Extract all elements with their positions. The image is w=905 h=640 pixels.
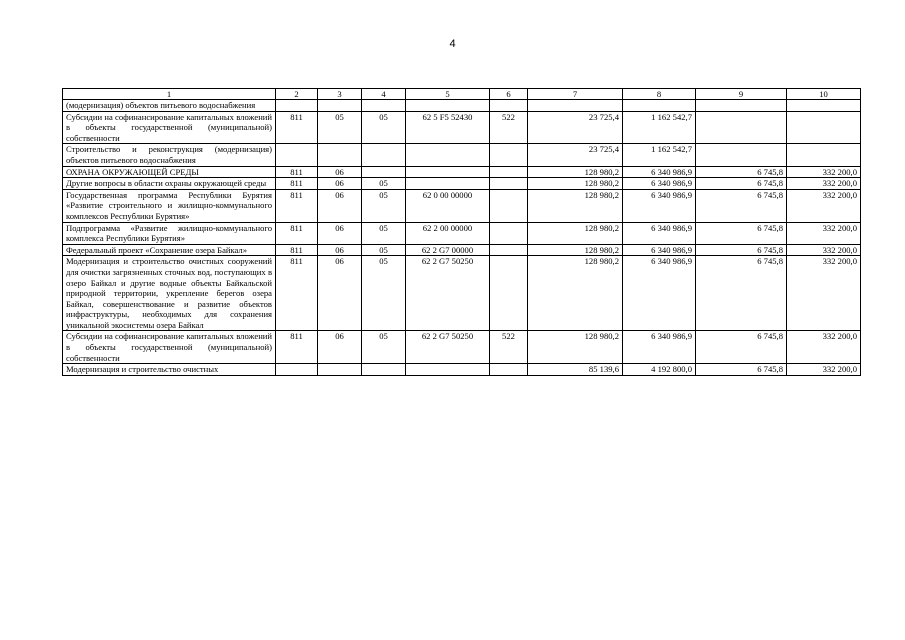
cell-amount-9: 6 745,8 [696,331,787,364]
cell-expense-type [490,100,528,112]
cell-expense-type: 522 [490,111,528,144]
cell-amount-10: 332 200,0 [787,256,861,331]
cell-amount-10: 332 200,0 [787,222,861,244]
cell-expense-type [490,144,528,166]
cell-amount-7: 128 980,2 [528,244,623,256]
table-row [63,100,861,112]
cell-grbs: 811 [276,222,318,244]
cell-amount-9 [696,100,787,112]
cell-amount-7 [528,100,623,112]
cell-amount-9 [696,111,787,144]
cell-target-article: 62 2 G7 00000 [406,244,490,256]
cell-subsection [362,364,406,376]
cell-amount-9 [696,144,787,166]
row-name: Государственная программа Республики Бурятия «Развитие строительного и жилищно-коммунального комплексов Республики Бурятия» [63,189,276,222]
cell-amount-9: 6 745,8 [696,178,787,190]
cell-target-article: 62 0 00 00000 [406,189,490,222]
cell-grbs: 811 [276,111,318,144]
cell-target-article [406,166,490,178]
cell-amount-8: 1 162 542,7 [623,144,696,166]
cell-amount-10: 332 200,0 [787,166,861,178]
cell-amount-10 [787,144,861,166]
cell-section: 06 [318,244,362,256]
cell-grbs [276,364,318,376]
row-name: ОХРАНА ОКРУЖАЮЩЕЙ СРЕДЫ [63,166,276,178]
cell-amount-8: 6 340 986,9 [623,166,696,178]
cell-target-article [406,100,490,112]
cell-grbs: 811 [276,331,318,364]
row-name: Федеральный проект «Сохранение озера Байкал» [63,244,276,256]
cell-expense-type [490,189,528,222]
row-name: Субсидии на софинансирование капитальных вложений в объекты государственной (муниципальной) собственности [63,111,276,144]
column-header: 6 [490,89,528,100]
cell-grbs: 811 [276,189,318,222]
cell-grbs [276,144,318,166]
cell-amount-9: 6 745,8 [696,166,787,178]
cell-target-article: 62 5 F5 52430 [406,111,490,144]
cell-section: 06 [318,189,362,222]
column-header: 1 [63,89,276,100]
cell-subsection: 05 [362,331,406,364]
cell-amount-7: 85 139,6 [528,364,623,376]
cell-subsection: 05 [362,222,406,244]
cell-subsection: 05 [362,244,406,256]
row-name: Субсидии на софинансирование капитальных вложений в объекты государственной (муниципальной) собственности [63,331,276,364]
cell-amount-8: 1 162 542,7 [623,111,696,144]
cell-amount-9: 6 745,8 [696,189,787,222]
cell-amount-8: 6 340 986,9 [623,222,696,244]
cell-grbs [276,100,318,112]
row-name: Строительство и реконструкция (модернизация) объектов питьевого водоснабжения [63,144,276,166]
cell-target-article [406,364,490,376]
cell-expense-type: 522 [490,331,528,364]
cell-target-article: 62 2 00 00000 [406,222,490,244]
cell-target-article [406,144,490,166]
cell-amount-8 [623,100,696,112]
column-header: 3 [318,89,362,100]
cell-grbs: 811 [276,256,318,331]
page-number: 4 [449,38,456,50]
cell-expense-type [490,222,528,244]
cell-amount-7: 23 725,4 [528,111,623,144]
row-name: (модернизация) объектов питьевого водоснабжения [63,100,276,112]
cell-expense-type [490,178,528,190]
cell-amount-10 [787,100,861,112]
column-header: 5 [406,89,490,100]
table-row [63,189,861,222]
cell-target-article: 62 2 G7 50250 [406,256,490,331]
cell-section [318,364,362,376]
table-row [63,244,861,256]
cell-amount-7: 128 980,2 [528,222,623,244]
cell-amount-9: 6 745,8 [696,256,787,331]
cell-subsection [362,166,406,178]
cell-amount-10: 332 200,0 [787,178,861,190]
cell-amount-10: 332 200,0 [787,364,861,376]
cell-amount-8: 6 340 986,9 [623,189,696,222]
cell-subsection [362,100,406,112]
row-name: Модернизация и строительство очистных [63,364,276,376]
cell-subsection [362,144,406,166]
cell-subsection: 05 [362,111,406,144]
cell-amount-9: 6 745,8 [696,222,787,244]
cell-amount-7: 128 980,2 [528,256,623,331]
cell-target-article: 62 2 G7 50250 [406,331,490,364]
cell-amount-9: 6 745,8 [696,364,787,376]
cell-subsection: 05 [362,178,406,190]
column-header: 9 [696,89,787,100]
cell-amount-10: 332 200,0 [787,244,861,256]
budget-table [62,88,861,376]
row-name: Модернизация и строительство очистных сооружений для очистки загрязненных сточных вод, поступающих в озеро Байкал и другие водные объекты Байкальской природной территории, укрепление берегов озера Байкал, совершенствование и развитие объектов инфраструктуры, необходимых для сохранения уникальной экосистемы озера Байкал [63,256,276,331]
cell-amount-8: 6 340 986,9 [623,244,696,256]
table-row [63,144,861,166]
cell-expense-type [490,244,528,256]
cell-section: 05 [318,111,362,144]
table-row [63,111,861,144]
cell-amount-8: 4 192 800,0 [623,364,696,376]
cell-section: 06 [318,178,362,190]
column-header-row [63,89,861,100]
column-header: 8 [623,89,696,100]
cell-expense-type [490,256,528,331]
cell-section [318,144,362,166]
cell-amount-7: 128 980,2 [528,189,623,222]
cell-amount-8: 6 340 986,9 [623,256,696,331]
cell-subsection: 05 [362,189,406,222]
cell-section: 06 [318,166,362,178]
cell-subsection: 05 [362,256,406,331]
cell-grbs: 811 [276,166,318,178]
cell-expense-type [490,364,528,376]
cell-amount-8: 6 340 986,9 [623,331,696,364]
column-header: 4 [362,89,406,100]
table-row [63,166,861,178]
cell-amount-7: 128 980,2 [528,331,623,364]
table-row [63,331,861,364]
table-row [63,178,861,190]
cell-amount-7: 128 980,2 [528,166,623,178]
table-row [63,256,861,331]
cell-amount-7: 128 980,2 [528,178,623,190]
cell-section: 06 [318,256,362,331]
cell-amount-7: 23 725,4 [528,144,623,166]
cell-target-article [406,178,490,190]
row-name: Другие вопросы в области охраны окружающей среды [63,178,276,190]
cell-amount-10: 332 200,0 [787,331,861,364]
cell-amount-10 [787,111,861,144]
cell-section: 06 [318,222,362,244]
table-row [63,222,861,244]
cell-expense-type [490,166,528,178]
column-header: 2 [276,89,318,100]
cell-section: 06 [318,331,362,364]
cell-amount-8: 6 340 986,9 [623,178,696,190]
cell-amount-10: 332 200,0 [787,189,861,222]
cell-grbs: 811 [276,178,318,190]
column-header: 7 [528,89,623,100]
column-header: 10 [787,89,861,100]
table-row [63,364,861,376]
cell-grbs: 811 [276,244,318,256]
cell-section [318,100,362,112]
cell-amount-9: 6 745,8 [696,244,787,256]
row-name: Подпрограмма «Развитие жилищно-коммунального комплекса Республики Бурятия» [63,222,276,244]
